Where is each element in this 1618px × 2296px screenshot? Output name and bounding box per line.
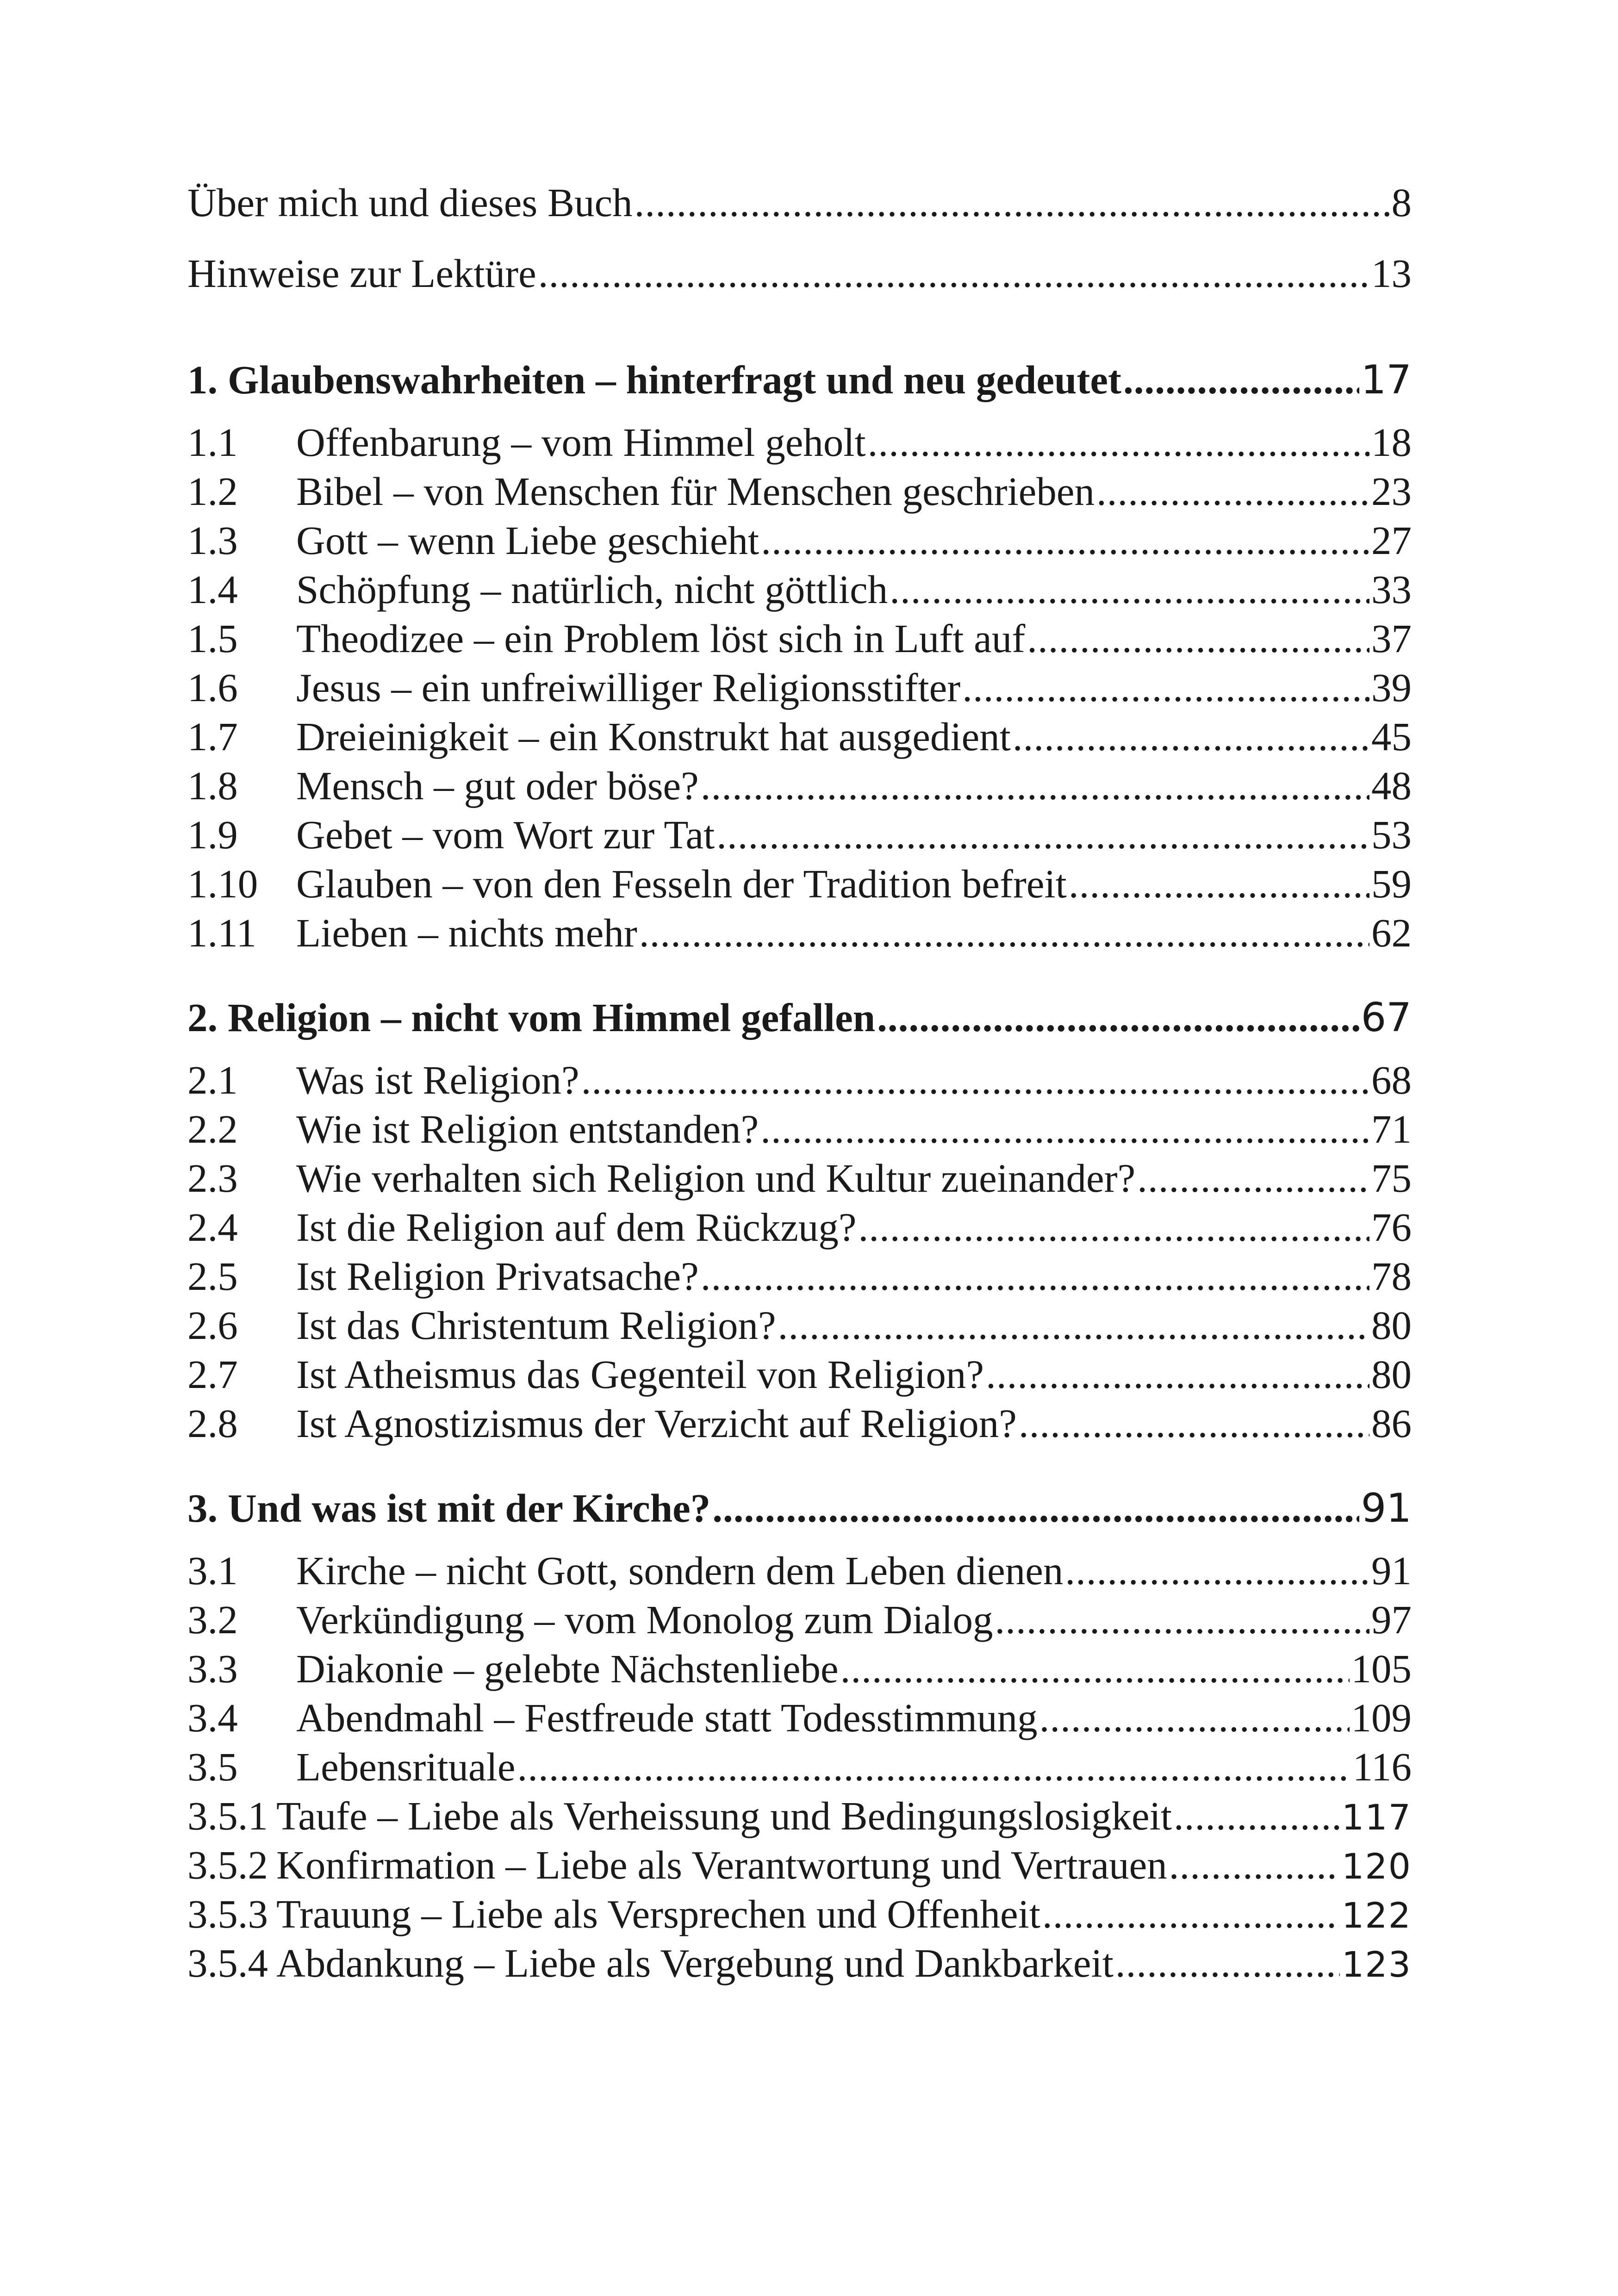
toc-leader-dots: [858, 1203, 1369, 1252]
toc-chapter-row[interactable]: [187, 985, 1412, 1050]
toc-leader-dots: [877, 985, 1359, 1050]
toc-title: Wie ist Religion entstanden?: [296, 1107, 759, 1151]
toc-section-number: 1.10: [187, 861, 258, 906]
toc-row[interactable]: [187, 1644, 1412, 1693]
toc-leader-dots: [962, 663, 1369, 712]
toc-leader-dots: [840, 1644, 1350, 1693]
toc-row[interactable]: [187, 1154, 1412, 1203]
toc-title: Diakonie – gelebte Nächstenliebe: [296, 1646, 839, 1691]
toc-row[interactable]: [187, 516, 1412, 565]
toc-page-number: 91: [1361, 1485, 1412, 1531]
toc-row[interactable]: [187, 418, 1412, 467]
toc-title: Ist Agnostizismus der Verzicht auf Religion?: [296, 1401, 1017, 1446]
toc-title: Lieben – nichts mehr: [296, 910, 637, 955]
toc-page-number: 53: [1371, 812, 1412, 857]
toc-title: Offenbarung – vom Himmel geholt: [296, 420, 866, 465]
toc-title: Verkündigung – vom Monolog zum Dialog: [296, 1597, 993, 1642]
toc-section-number: 1.3: [187, 518, 238, 563]
toc-page-number: 105: [1351, 1646, 1412, 1691]
toc-title: Glauben – von den Fesseln der Tradition befreit: [296, 861, 1067, 906]
toc-row[interactable]: [187, 1252, 1412, 1301]
toc-title: Ist Religion Privatsache?: [296, 1254, 699, 1299]
toc-section-number: 1.8: [187, 763, 238, 808]
toc-section-number: 3.5.3: [187, 1892, 268, 1936]
toc-row[interactable]: [187, 1203, 1412, 1252]
toc-page-number: 18: [1371, 420, 1412, 465]
toc-page-number: 76: [1371, 1205, 1412, 1250]
toc-page-number: 67: [1361, 995, 1412, 1041]
toc-page-number: 59: [1371, 861, 1412, 906]
toc-page-number: 97: [1371, 1597, 1412, 1642]
toc-leader-dots: [716, 810, 1369, 859]
toc-row[interactable]: [187, 249, 1412, 320]
toc-leader-dots: [1137, 1154, 1369, 1203]
toc-leader-dots: [760, 1105, 1369, 1154]
toc-page-number: 13: [1371, 251, 1412, 296]
toc-title: Wie verhalten sich Religion und Kultur zueinander?: [296, 1156, 1136, 1201]
toc-title: Ist Atheismus das Gegenteil von Religion?: [296, 1352, 984, 1397]
toc-row[interactable]: [187, 1693, 1412, 1742]
table-of-contents: [187, 178, 1412, 1991]
toc-page-number: 75: [1371, 1156, 1412, 1201]
toc-section-number: 2.8: [187, 1401, 238, 1446]
toc-section-number: 3.5.4: [187, 1941, 268, 1985]
toc-section-number: 2.6: [187, 1303, 238, 1348]
toc-leader-dots: [1019, 1399, 1369, 1448]
toc-title: Konfirmation – Liebe als Verantwortung und Vertrauen: [276, 1842, 1167, 1887]
toc-leader-dots: [1027, 614, 1369, 663]
toc-title: Gott – wenn Liebe geschieht: [296, 518, 759, 563]
toc-row[interactable]: [187, 663, 1412, 712]
toc-row[interactable]: [187, 1890, 1412, 1939]
toc-section-number: 3.2: [187, 1597, 238, 1642]
toc-title: Schöpfung – natürlich, nicht göttlich: [296, 567, 888, 612]
toc-page-number: 80: [1371, 1303, 1412, 1348]
toc-leader-dots: [1042, 1890, 1340, 1939]
toc-leader-dots: [581, 1056, 1369, 1105]
toc-section-number: 3.5.2: [187, 1842, 268, 1887]
toc-section-number: 2.4: [187, 1205, 238, 1250]
toc-page-number: 37: [1371, 616, 1412, 661]
toc-section-number: 2.1: [187, 1058, 238, 1102]
toc-title: 2. Religion – nicht vom Himmel gefallen: [187, 995, 876, 1040]
toc-row[interactable]: [187, 1841, 1412, 1890]
toc-row[interactable]: [187, 712, 1412, 761]
toc-leader-dots: [1115, 1939, 1340, 1988]
toc-title: Kirche – nicht Gott, sondern dem Leben dienen: [296, 1548, 1064, 1593]
toc-chapter-row[interactable]: [187, 1476, 1412, 1541]
toc-leader-dots: [1065, 1546, 1369, 1595]
toc-page-number: 23: [1371, 469, 1412, 514]
toc-leader-dots: [1069, 859, 1369, 908]
toc-title: Bibel – von Menschen für Menschen geschrieben: [296, 469, 1095, 514]
toc-row[interactable]: [187, 1546, 1412, 1595]
toc-page-number: 120: [1341, 1846, 1412, 1887]
toc-title: Ist das Christentum Religion?: [296, 1303, 776, 1348]
toc-leader-dots: [890, 565, 1369, 614]
toc-section-number: 3.5: [187, 1744, 238, 1789]
toc-row[interactable]: [187, 614, 1412, 663]
toc-title: Theodizee – ein Problem löst sich in Luft auf: [296, 616, 1026, 661]
toc-title: Taufe – Liebe als Verheissung und Bedingungslosigkeit: [276, 1793, 1172, 1838]
toc-page-number: 17: [1361, 357, 1412, 403]
toc-row[interactable]: [187, 467, 1412, 516]
toc-title: Abdankung – Liebe als Vergebung und Dankbarkeit: [276, 1941, 1114, 1985]
toc-row[interactable]: [187, 565, 1412, 614]
toc-row[interactable]: [187, 1056, 1412, 1105]
toc-page-number: 123: [1341, 1944, 1412, 1985]
toc-page-number: 8: [1391, 180, 1412, 225]
toc-title: Lebensrituale: [296, 1744, 516, 1789]
toc-leader-dots: [1039, 1693, 1350, 1742]
toc-leader-dots: [1169, 1841, 1340, 1890]
toc-section-number: 2.5: [187, 1254, 238, 1299]
toc-page-number: 33: [1371, 567, 1412, 612]
toc-row[interactable]: [187, 1301, 1412, 1350]
toc-leader-dots: [1174, 1792, 1340, 1841]
toc-page-number: 80: [1371, 1352, 1412, 1397]
toc-page-number: 116: [1352, 1744, 1412, 1789]
toc-leader-dots: [701, 1252, 1369, 1301]
toc-section-number: 1.11: [187, 910, 257, 955]
toc-page-number: 27: [1371, 518, 1412, 563]
toc-section-number: 2.2: [187, 1107, 238, 1151]
toc-title: Trauung – Liebe als Versprechen und Offenheit: [276, 1892, 1041, 1936]
toc-page-number: 109: [1351, 1695, 1412, 1740]
toc-section-number: 3.3: [187, 1646, 238, 1691]
toc-leader-dots: [1096, 467, 1369, 516]
toc-title: Mensch – gut oder böse?: [296, 763, 699, 808]
toc-section-number: 2.7: [187, 1352, 238, 1397]
toc-section-number: 1.6: [187, 665, 238, 710]
toc-title: 3. Und was ist mit der Kirche?: [187, 1486, 711, 1531]
toc-leader-dots: [1013, 712, 1369, 761]
toc-page-number: 78: [1371, 1254, 1412, 1299]
toc-chapter-row[interactable]: [187, 348, 1412, 412]
toc-leader-dots: [538, 249, 1369, 298]
toc-leader-dots: [995, 1595, 1369, 1644]
toc-section-number: 1.2: [187, 469, 238, 514]
toc-page-number: 122: [1341, 1895, 1412, 1936]
toc-row[interactable]: [187, 761, 1412, 810]
toc-page-number: 39: [1371, 665, 1412, 710]
toc-page-number: 62: [1371, 910, 1412, 955]
toc-section-number: 3.5.1: [187, 1793, 268, 1838]
toc-title: Was ist Religion?: [296, 1058, 579, 1102]
toc-row[interactable]: [187, 1105, 1412, 1154]
toc-row[interactable]: [187, 1792, 1412, 1841]
toc-title: Hinweise zur Lektüre: [187, 251, 536, 296]
toc-section-number: 2.3: [187, 1156, 238, 1201]
toc-leader-dots: [635, 178, 1390, 227]
toc-title: Gebet – vom Wort zur Tat: [296, 812, 715, 857]
toc-leader-dots: [761, 516, 1369, 565]
toc-leader-dots: [778, 1301, 1369, 1350]
toc-row[interactable]: [187, 1399, 1412, 1448]
toc-leader-dots: [986, 1350, 1369, 1399]
toc-page-number: 71: [1371, 1107, 1412, 1151]
toc-row[interactable]: [187, 908, 1412, 958]
toc-leader-dots: [712, 1476, 1359, 1541]
toc-section-number: 1.1: [187, 420, 238, 465]
toc-row[interactable]: [187, 859, 1412, 908]
toc-title: Abendmahl – Festfreude statt Todesstimmung: [296, 1695, 1038, 1740]
toc-leader-dots: [701, 761, 1369, 810]
toc-row[interactable]: [187, 1742, 1412, 1792]
toc-page-number: 68: [1371, 1058, 1412, 1102]
toc-title: Über mich und dieses Buch: [187, 180, 633, 225]
toc-page-number: 91: [1371, 1548, 1412, 1593]
toc-leader-dots: [639, 908, 1369, 958]
toc-leader-dots: [868, 418, 1369, 467]
toc-section-number: 3.4: [187, 1695, 238, 1740]
toc-row[interactable]: [187, 178, 1412, 249]
toc-row[interactable]: [187, 810, 1412, 859]
toc-page-number: 86: [1371, 1401, 1412, 1446]
toc-leader-dots: [1123, 348, 1359, 412]
toc-section-number: 1.5: [187, 616, 238, 661]
toc-title: Ist die Religion auf dem Rückzug?: [296, 1205, 857, 1250]
toc-section-number: 3.1: [187, 1548, 238, 1593]
toc-section-number: 1.7: [187, 714, 238, 759]
toc-title: Dreieinigkeit – ein Konstrukt hat ausgedient: [296, 714, 1011, 759]
toc-row[interactable]: [187, 1350, 1412, 1399]
toc-leader-dots: [517, 1742, 1350, 1792]
toc-page-number: 117: [1341, 1797, 1412, 1838]
toc-row[interactable]: [187, 1595, 1412, 1644]
toc-title: 1. Glaubenswahrheiten – hinterfragt und neu gedeutet: [187, 357, 1121, 402]
toc-section-number: 1.9: [187, 812, 238, 857]
toc-page-number: 45: [1371, 714, 1412, 759]
toc-page-number: 48: [1371, 763, 1412, 808]
toc-row[interactable]: [187, 1939, 1412, 1991]
toc-section-number: 1.4: [187, 567, 238, 612]
toc-title: Jesus – ein unfreiwilliger Religionsstifter: [296, 665, 961, 710]
